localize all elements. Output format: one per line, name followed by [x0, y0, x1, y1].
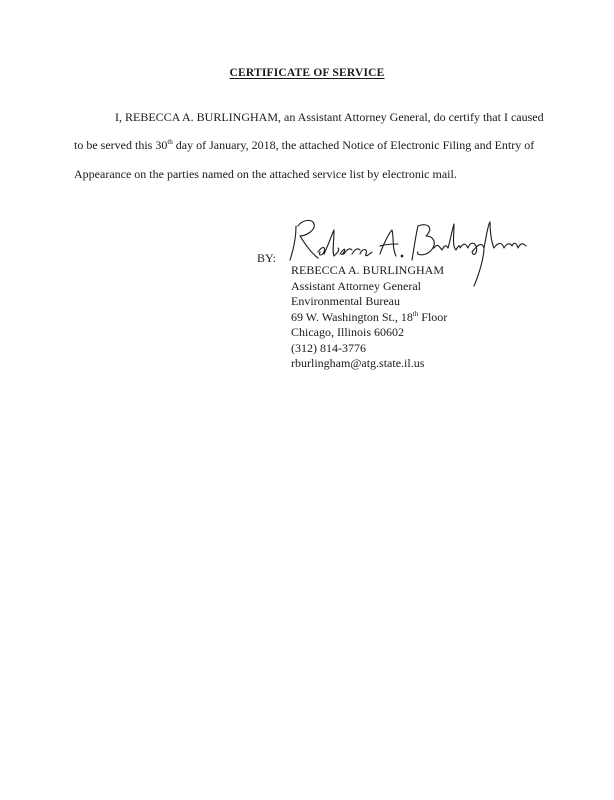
signer-title: Assistant Attorney General [291, 278, 421, 293]
address-start: 69 W. Washington St., 18 [291, 309, 413, 324]
signer-address [291, 310, 447, 326]
body-line-1: I, REBECCA A. BURLINGHAM, an Assistant Attorney General, do certify that I caused [115, 110, 544, 124]
signer-city: Chicago, Illinois 60602 [291, 325, 404, 339]
body-line-3: Appearance on the parties named on the attached service list by electronic mail. [74, 167, 457, 181]
signature-block [291, 263, 447, 372]
floor-ordinal-suffix: th [412, 309, 419, 318]
certificate-title: CERTIFICATE OF SERVICE [229, 67, 385, 79]
body-line-2-start: to be served this 30 [74, 138, 168, 152]
by-label: BY: [257, 251, 276, 265]
signer-phone: (312) 814-3776 [291, 340, 366, 355]
signer-bureau: Environmental Bureau [291, 294, 400, 308]
address-end: Floor [418, 309, 448, 324]
signer-name: REBECCA A. BURLINGHAM [291, 263, 445, 277]
signer-email: rburlingham@atg.state.il.us [291, 356, 425, 370]
ordinal-suffix: th [167, 138, 173, 146]
body-line-2-end: day of January, 2018, the attached Notice of Electronic Filing and Entry of [172, 138, 535, 152]
body-line-2 [74, 138, 534, 152]
